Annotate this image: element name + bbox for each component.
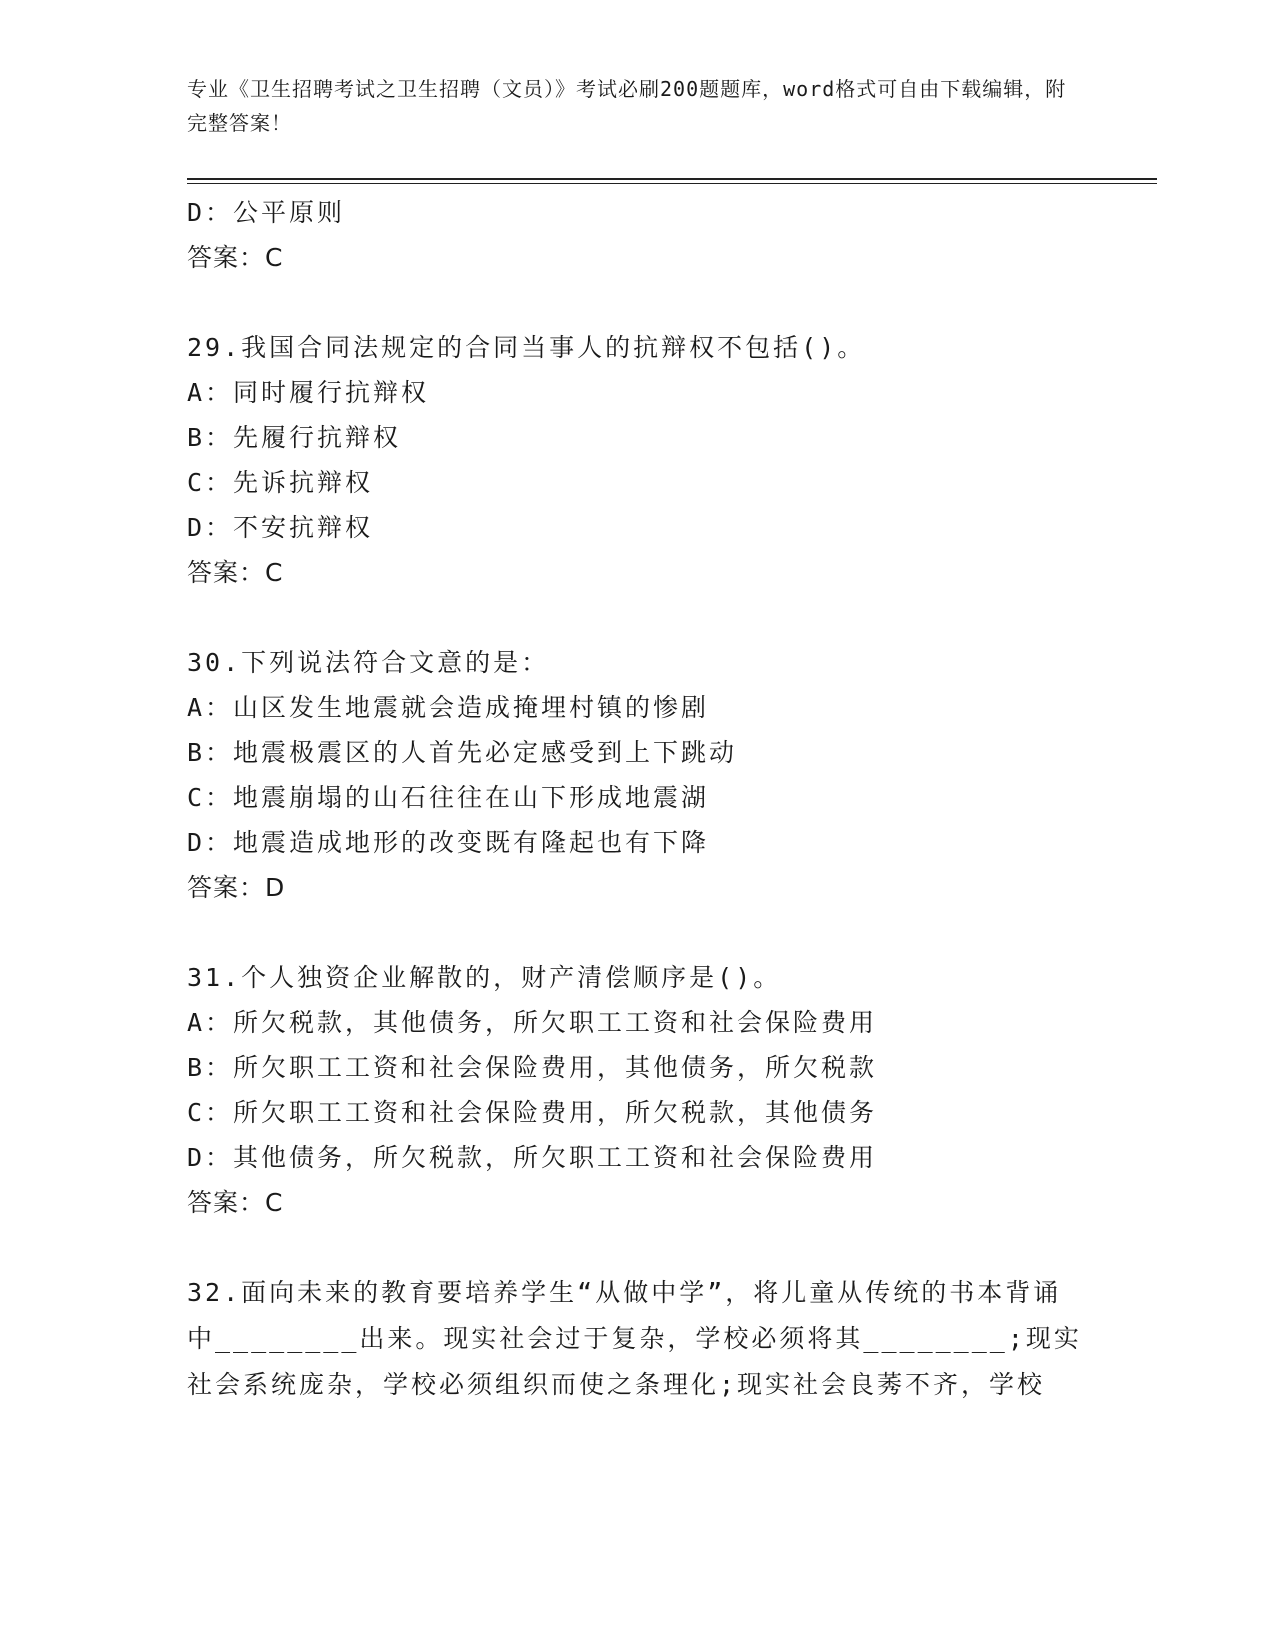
answer-line: 答案：D bbox=[187, 873, 286, 902]
spacer bbox=[187, 595, 1087, 640]
header-rule-thick bbox=[187, 178, 1157, 180]
spacer bbox=[187, 280, 1087, 325]
question-block bbox=[187, 955, 1087, 1225]
option-c: C：先诉抗辩权 bbox=[187, 468, 374, 497]
option-b: B：所欠职工工资和社会保险费用，其他债务，所欠税款 bbox=[187, 1053, 878, 1082]
question-list bbox=[187, 190, 1087, 1408]
option-b: B：先履行抗辩权 bbox=[187, 423, 402, 452]
option-b: B：地震极震区的人首先必定感受到上下跳动 bbox=[187, 738, 738, 767]
option-d: D：公平原则 bbox=[187, 198, 346, 227]
option-c: C：所欠职工工资和社会保险费用，所欠税款，其他债务 bbox=[187, 1098, 878, 1127]
answer-line: 答案：C bbox=[187, 243, 284, 272]
option-d: D：不安抗辩权 bbox=[187, 513, 374, 542]
spacer bbox=[187, 910, 1087, 955]
option-a: A：所欠税款，其他债务，所欠职工工资和社会保险费用 bbox=[187, 1008, 878, 1037]
question-stem: 29.我国合同法规定的合同当事人的抗辩权不包括()。 bbox=[187, 333, 866, 362]
option-d: D：地震造成地形的改变既有隆起也有下降 bbox=[187, 828, 710, 857]
question-block bbox=[187, 640, 1087, 910]
header-title: 专业《卫生招聘考试之卫生招聘（文员）》考试必刷200题题库，word格式可自由下载编辑，附完整答案！ bbox=[187, 77, 1067, 135]
answer-line: 答案：C bbox=[187, 558, 284, 587]
spacer bbox=[187, 1225, 1087, 1270]
option-a: A：山区发生地震就会造成掩埋村镇的惨剧 bbox=[187, 693, 710, 722]
question-stem: 30.下列说法符合文意的是： bbox=[187, 648, 550, 677]
option-c: C：地震崩塌的山石往往在山下形成地震湖 bbox=[187, 783, 710, 812]
question-block bbox=[187, 325, 1087, 595]
question-stem: 31.个人独资企业解散的，财产清偿顺序是()。 bbox=[187, 963, 782, 992]
option-a: A：同时履行抗辩权 bbox=[187, 378, 430, 407]
document-header bbox=[187, 72, 1087, 140]
question-block bbox=[187, 1270, 1087, 1408]
question-stem: 32.面向未来的教育要培养学生“从做中学”，将儿童从传统的书本背诵中________出来。现实社会过于复杂，学校必须将其________;现实社会系统庞杂，学校必须组织而使之条理化;现实社会良莠不齐，学校 bbox=[187, 1278, 1082, 1399]
option-d: D：其他债务，所欠税款，所欠职工工资和社会保险费用 bbox=[187, 1143, 878, 1172]
answer-line: 答案：C bbox=[187, 1188, 284, 1217]
header-rule-thin bbox=[187, 183, 1157, 184]
